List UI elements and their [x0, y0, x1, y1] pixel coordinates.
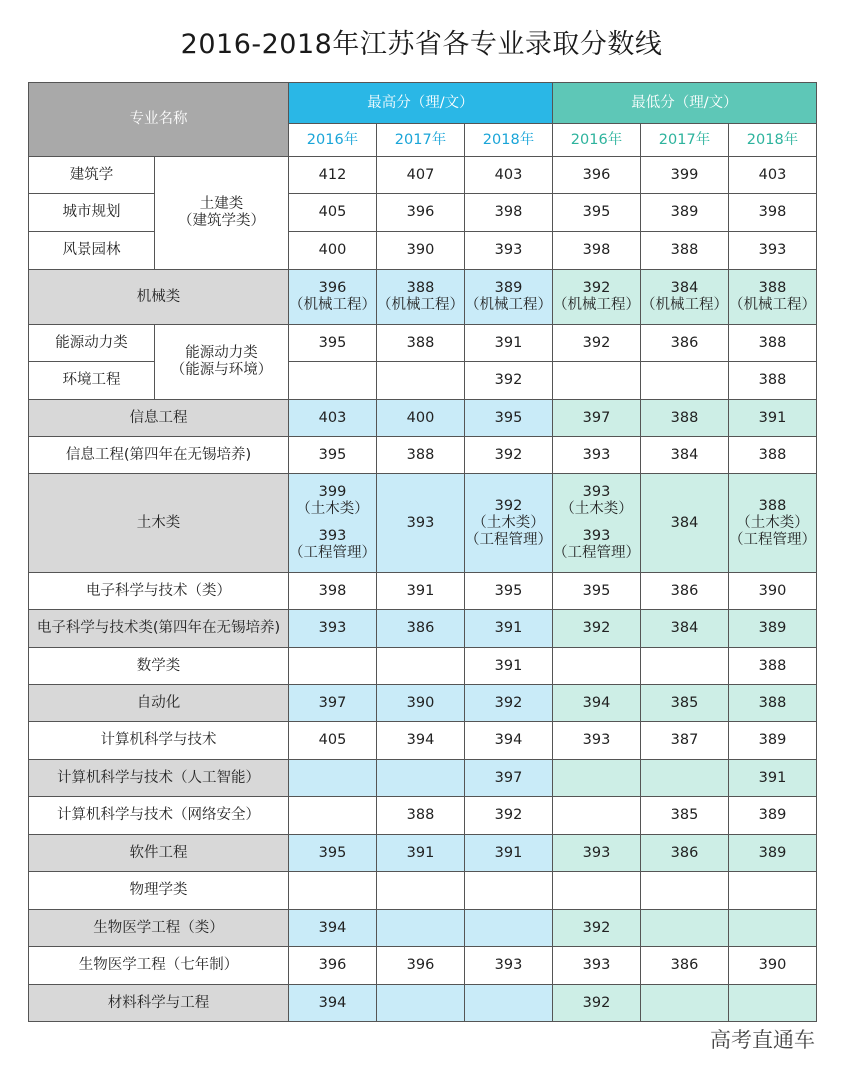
major-name: 物理学类 — [29, 872, 289, 910]
min-score-cell: 388 — [641, 232, 729, 270]
max-score-cell: 388 — [377, 437, 465, 474]
min-score-cell: 384 — [641, 474, 729, 573]
min-score-cell: 392 — [553, 325, 641, 362]
min-score-cell: 390 — [729, 947, 817, 985]
max-score-cell — [377, 648, 465, 685]
min-score-cell: 389 — [729, 610, 817, 648]
min-score-cell: 386 — [641, 325, 729, 362]
major-name: 机械类 — [29, 270, 289, 325]
major-name: 计算机科学与技术（网络安全） — [29, 797, 289, 835]
max-score-cell: 394 — [289, 985, 377, 1022]
table-row — [29, 157, 817, 194]
table-row — [29, 947, 817, 985]
max-score-cell: 399 （土木类） 393 （工程管理） — [289, 474, 377, 573]
min-score-cell: 403 — [729, 157, 817, 194]
max-score-cell — [377, 872, 465, 910]
min-score-cell: 384 — [641, 610, 729, 648]
min-score-cell: 389 — [729, 835, 817, 872]
table-row — [29, 270, 817, 325]
min-score-cell — [553, 648, 641, 685]
max-score-cell: 403 — [465, 157, 553, 194]
max-score-cell — [377, 985, 465, 1022]
major-name: 风景园林 — [29, 232, 155, 270]
min-score-cell: 393 — [553, 722, 641, 760]
min-score-cell — [641, 648, 729, 685]
table-row — [29, 685, 817, 722]
max-score-cell: 391 — [465, 835, 553, 872]
max-score-cell: 391 — [465, 610, 553, 648]
min-score-cell: 388 — [729, 437, 817, 474]
max-score-cell: 391 — [377, 835, 465, 872]
min-score-cell — [729, 910, 817, 947]
header-min-year: 2018年 — [729, 124, 817, 157]
table-row — [29, 573, 817, 610]
min-score-cell: 388 — [729, 325, 817, 362]
max-score-cell: 393 — [465, 232, 553, 270]
min-score-cell — [553, 797, 641, 835]
max-score-cell: 397 — [465, 760, 553, 797]
max-score-cell — [377, 910, 465, 947]
min-score-cell: 384 （机械工程） — [641, 270, 729, 325]
major-name: 计算机科学与技术（人工智能） — [29, 760, 289, 797]
major-name: 能源动力类 — [29, 325, 155, 362]
major-name: 生物医学工程（类） — [29, 910, 289, 947]
max-score-cell: 397 — [289, 685, 377, 722]
min-score-cell — [641, 760, 729, 797]
min-score-cell: 388 （土木类） （工程管理） — [729, 474, 817, 573]
min-score-cell: 392 — [553, 610, 641, 648]
max-score-cell: 386 — [377, 610, 465, 648]
max-score-cell: 400 — [377, 400, 465, 437]
major-name: 材料科学与工程 — [29, 985, 289, 1022]
max-score-cell: 392 — [465, 362, 553, 400]
min-score-cell: 388 — [729, 685, 817, 722]
table-row — [29, 985, 817, 1022]
max-score-cell: 395 — [289, 437, 377, 474]
table-row — [29, 722, 817, 760]
max-score-cell: 392 — [465, 437, 553, 474]
table-row — [29, 797, 817, 835]
max-score-cell: 396 — [289, 947, 377, 985]
max-score-cell: 396 — [377, 194, 465, 232]
table-row — [29, 437, 817, 474]
max-score-cell: 407 — [377, 157, 465, 194]
table-row — [29, 400, 817, 437]
max-score-cell: 388 — [377, 797, 465, 835]
max-score-cell: 396 — [377, 947, 465, 985]
max-score-cell: 398 — [289, 573, 377, 610]
max-score-cell: 395 — [465, 573, 553, 610]
min-score-cell: 390 — [729, 573, 817, 610]
header-min-year: 2016年 — [553, 124, 641, 157]
table-row — [29, 610, 817, 648]
min-score-cell: 397 — [553, 400, 641, 437]
max-score-cell: 390 — [377, 232, 465, 270]
min-score-cell: 385 — [641, 797, 729, 835]
max-score-cell: 395 — [465, 400, 553, 437]
min-score-cell: 388 （机械工程） — [729, 270, 817, 325]
max-score-cell: 394 — [465, 722, 553, 760]
min-score-cell: 393 — [553, 947, 641, 985]
max-score-cell: 392 （土木类） （工程管理） — [465, 474, 553, 573]
min-score-cell — [553, 872, 641, 910]
max-score-cell: 391 — [377, 573, 465, 610]
header-min-score: 最低分（理/文） — [553, 83, 817, 124]
min-score-cell — [729, 872, 817, 910]
min-score-cell: 392 — [553, 910, 641, 947]
min-score-cell: 387 — [641, 722, 729, 760]
min-score-cell: 399 — [641, 157, 729, 194]
min-score-cell: 393 — [729, 232, 817, 270]
max-score-cell — [289, 797, 377, 835]
max-score-cell — [289, 872, 377, 910]
max-score-cell: 395 — [289, 325, 377, 362]
max-score-cell: 405 — [289, 194, 377, 232]
min-score-cell — [553, 760, 641, 797]
min-score-cell: 386 — [641, 947, 729, 985]
min-score-cell: 398 — [553, 232, 641, 270]
min-score-cell: 388 — [729, 648, 817, 685]
table-row — [29, 232, 817, 270]
major-name: 计算机科学与技术 — [29, 722, 289, 760]
max-score-cell — [377, 760, 465, 797]
group-name-tujian: 土建类 （建筑学类） — [155, 157, 289, 270]
major-name: 城市规划 — [29, 194, 155, 232]
group-name-nengyuan: 能源动力类 （能源与环境） — [155, 325, 289, 400]
max-score-cell — [289, 760, 377, 797]
min-score-cell: 396 — [553, 157, 641, 194]
major-name: 电子科学与技术类(第四年在无锡培养) — [29, 610, 289, 648]
max-score-cell: 412 — [289, 157, 377, 194]
min-score-cell: 389 — [729, 722, 817, 760]
min-score-cell: 395 — [553, 573, 641, 610]
major-name: 数学类 — [29, 648, 289, 685]
min-score-cell: 384 — [641, 437, 729, 474]
min-score-cell: 393 （土木类） 393 （工程管理） — [553, 474, 641, 573]
table-row — [29, 760, 817, 797]
min-score-cell: 394 — [553, 685, 641, 722]
min-score-cell — [641, 985, 729, 1022]
major-name: 信息工程(第四年在无锡培养) — [29, 437, 289, 474]
max-score-cell: 393 — [289, 610, 377, 648]
major-name: 建筑学 — [29, 157, 155, 194]
header-major-name: 专业名称 — [29, 83, 289, 157]
max-score-cell: 395 — [289, 835, 377, 872]
min-score-cell: 392 （机械工程） — [553, 270, 641, 325]
max-score-cell — [465, 910, 553, 947]
max-score-cell: 391 — [465, 325, 553, 362]
header-max-year: 2017年 — [377, 124, 465, 157]
max-score-cell: 393 — [465, 947, 553, 985]
min-score-cell — [641, 362, 729, 400]
min-score-cell — [641, 910, 729, 947]
table-row — [29, 872, 817, 910]
table-row — [29, 474, 817, 573]
table-row — [29, 910, 817, 947]
max-score-cell: 391 — [465, 648, 553, 685]
min-score-cell: 391 — [729, 400, 817, 437]
max-score-cell: 403 — [289, 400, 377, 437]
major-name: 信息工程 — [29, 400, 289, 437]
max-score-cell: 400 — [289, 232, 377, 270]
max-score-cell: 398 — [465, 194, 553, 232]
min-score-cell: 389 — [641, 194, 729, 232]
max-score-cell: 393 — [377, 474, 465, 573]
max-score-cell: 390 — [377, 685, 465, 722]
major-name: 自动化 — [29, 685, 289, 722]
max-score-cell: 405 — [289, 722, 377, 760]
max-score-cell: 392 — [465, 797, 553, 835]
min-score-cell — [729, 985, 817, 1022]
min-score-cell: 398 — [729, 194, 817, 232]
score-table — [28, 82, 817, 1022]
table-row — [29, 835, 817, 872]
major-name: 电子科学与技术（类） — [29, 573, 289, 610]
header-max-score: 最高分（理/文） — [289, 83, 553, 124]
min-score-cell — [553, 362, 641, 400]
max-score-cell: 394 — [377, 722, 465, 760]
min-score-cell: 386 — [641, 835, 729, 872]
max-score-cell: 396 （机械工程） — [289, 270, 377, 325]
page-title: 2016-2018年江苏省各专业录取分数线 — [180, 29, 663, 60]
watermark: 高考直通车 — [710, 1028, 815, 1052]
table-row — [29, 362, 817, 400]
header-max-year: 2018年 — [465, 124, 553, 157]
max-score-cell — [377, 362, 465, 400]
min-score-cell — [641, 872, 729, 910]
min-score-cell: 391 — [729, 760, 817, 797]
min-score-cell: 393 — [553, 835, 641, 872]
table-row — [29, 325, 817, 362]
max-score-cell — [465, 985, 553, 1022]
min-score-cell: 388 — [729, 362, 817, 400]
major-name: 软件工程 — [29, 835, 289, 872]
max-score-cell — [289, 648, 377, 685]
max-score-cell: 394 — [289, 910, 377, 947]
header-max-year: 2016年 — [289, 124, 377, 157]
max-score-cell: 388 （机械工程） — [377, 270, 465, 325]
min-score-cell: 389 — [729, 797, 817, 835]
max-score-cell: 392 — [465, 685, 553, 722]
major-name: 土木类 — [29, 474, 289, 573]
max-score-cell — [289, 362, 377, 400]
min-score-cell: 385 — [641, 685, 729, 722]
min-score-cell: 386 — [641, 573, 729, 610]
table-row — [29, 648, 817, 685]
min-score-cell: 392 — [553, 985, 641, 1022]
min-score-cell: 388 — [641, 400, 729, 437]
min-score-cell: 395 — [553, 194, 641, 232]
min-score-cell: 393 — [553, 437, 641, 474]
table-row — [29, 194, 817, 232]
header-min-year: 2017年 — [641, 124, 729, 157]
major-name: 生物医学工程（七年制） — [29, 947, 289, 985]
max-score-cell — [465, 872, 553, 910]
max-score-cell: 389 （机械工程） — [465, 270, 553, 325]
major-name: 环境工程 — [29, 362, 155, 400]
max-score-cell: 388 — [377, 325, 465, 362]
